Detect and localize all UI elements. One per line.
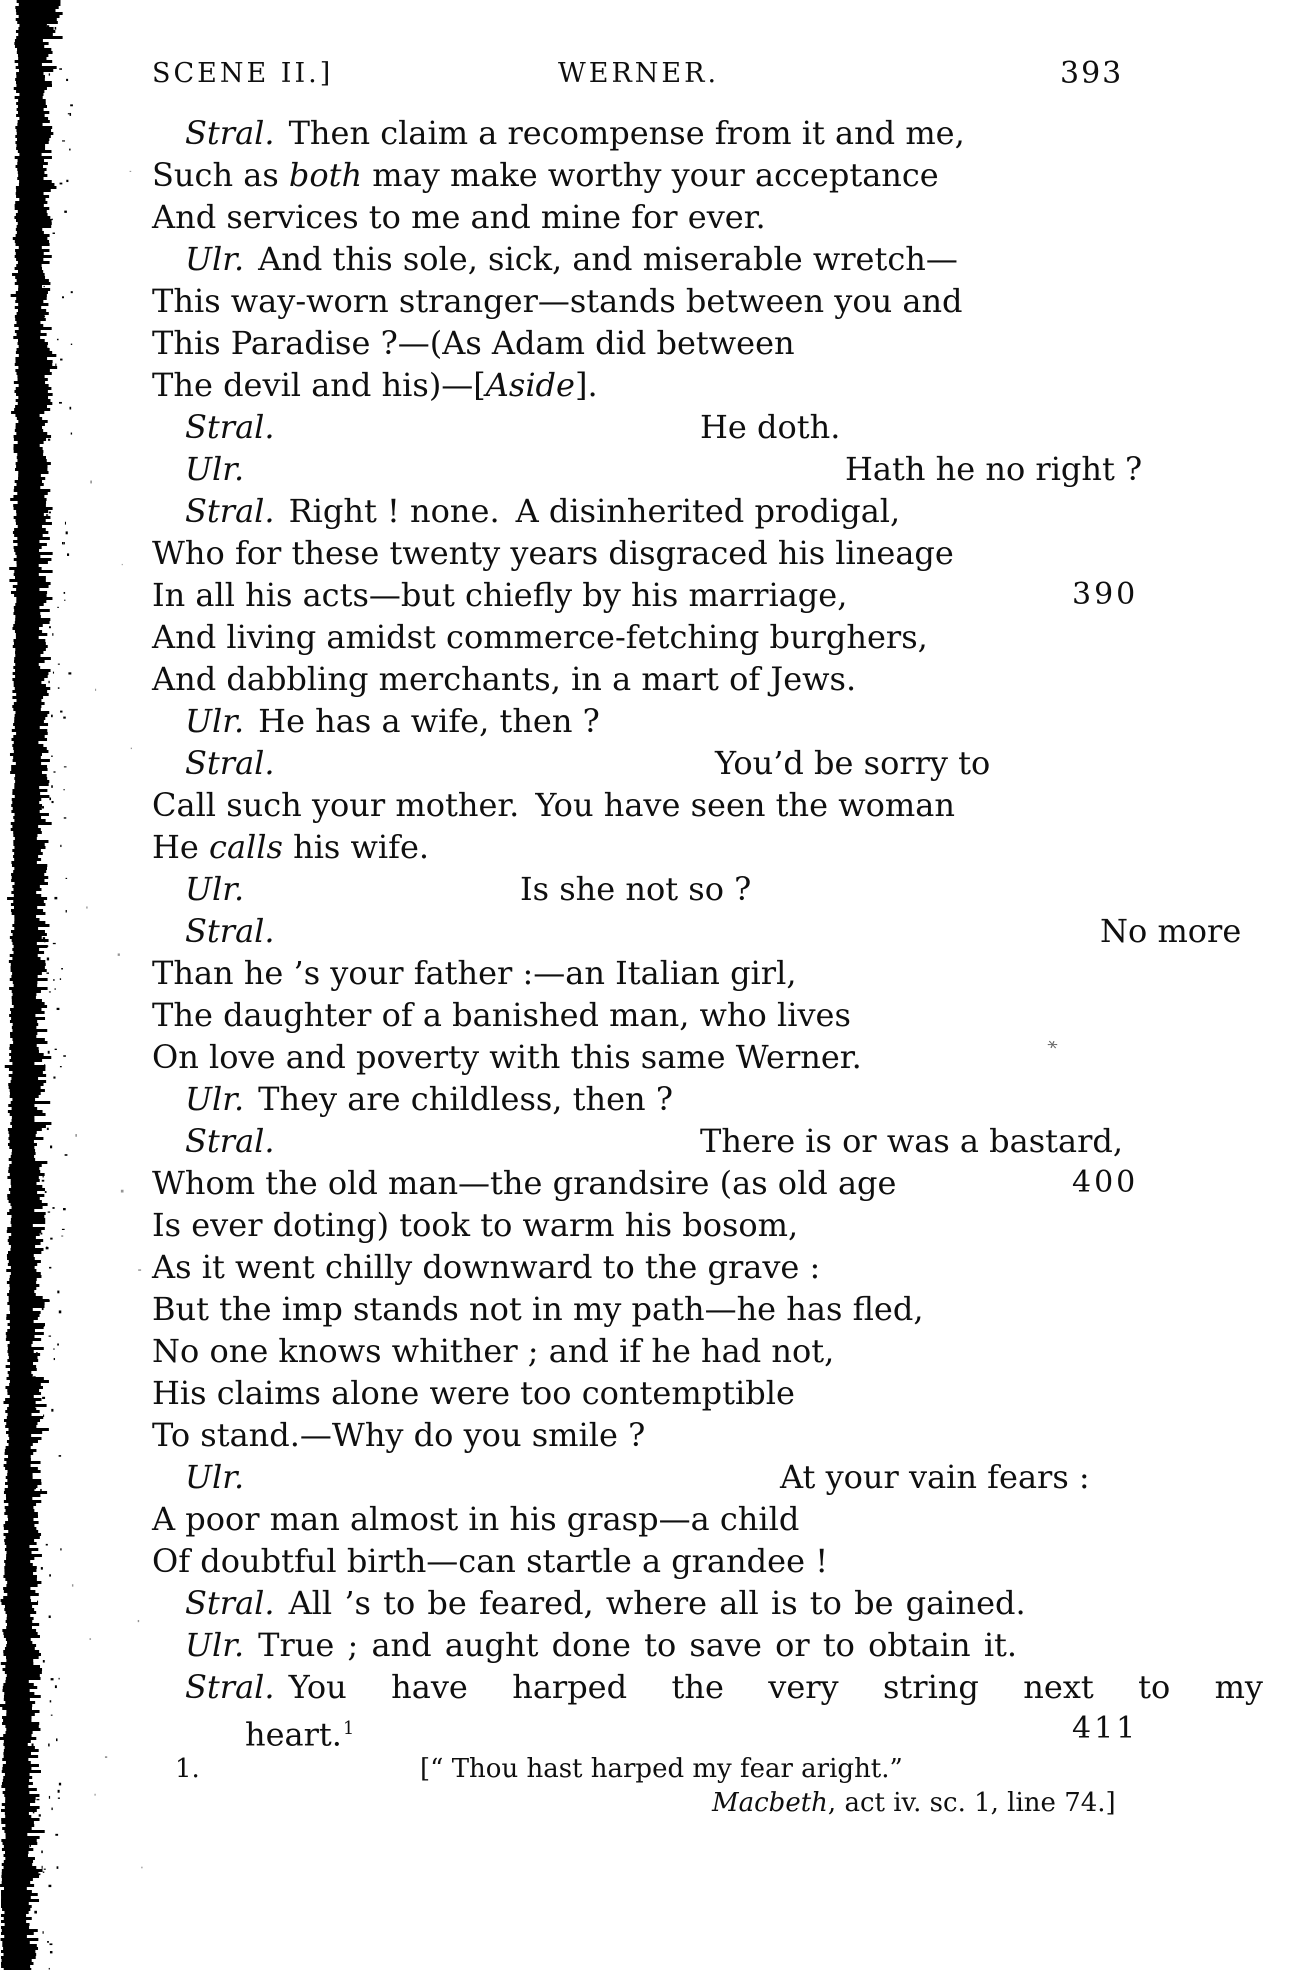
- verse-line: [0, 1036, 1302, 1078]
- verse-text: No more: [1100, 912, 1242, 950]
- verse-line: [0, 1456, 1302, 1498]
- footnote-citation-rest: , act iv. sc. 1, line 74.]: [827, 1788, 1116, 1818]
- speaker-or-emphasis: Stral.: [185, 1122, 275, 1160]
- verse-text: All ’s to be feared, where all is to be gained.: [288, 1584, 1026, 1622]
- verse-line: [0, 532, 1302, 574]
- verse-text: Is she not so ?: [520, 870, 752, 908]
- speaker-or-emphasis: Ulr.: [185, 450, 245, 488]
- speaker-or-emphasis: Stral.: [185, 912, 275, 950]
- print-space: [244, 731, 258, 732]
- verse-text: This Paradise ?—(As Adam did between: [152, 324, 795, 362]
- verse-line: [0, 1624, 1302, 1666]
- verse-text: his wife.: [282, 828, 430, 866]
- verse-text: To stand.—Why do you smile ?: [152, 1416, 646, 1454]
- verse-line: [0, 406, 1302, 448]
- verse-text: He has a wife, then ?: [258, 702, 600, 740]
- verse-line: [0, 112, 1302, 154]
- verse-line: [0, 1666, 1302, 1708]
- verse-text: True ; and aught done to save or to obtain it.: [258, 1626, 1018, 1664]
- verse-line: [0, 784, 1302, 826]
- verse-text: They are childless, then ?: [258, 1080, 673, 1118]
- speaker-or-emphasis: Ulr.: [185, 1080, 245, 1118]
- print-space: [275, 1697, 289, 1698]
- verse-line: [0, 994, 1302, 1036]
- print-space: [275, 1613, 289, 1614]
- verse-text: No one knows whither ; and if he had not,: [152, 1332, 835, 1370]
- print-space: [275, 521, 289, 522]
- speaker-or-emphasis: Stral.: [185, 408, 275, 446]
- verse-text: Such as: [152, 156, 289, 194]
- verse-text: At your vain fears :: [780, 1458, 1090, 1496]
- speaker-or-emphasis: calls: [209, 828, 283, 866]
- verse-text: And living amidst commerce-fetching burghers,: [152, 618, 928, 656]
- verse-line: [0, 1372, 1302, 1414]
- verse-line: [0, 1162, 1302, 1204]
- verse-line: [0, 952, 1302, 994]
- footnote-quote: [“ Thou hast harped my fear aright.”: [420, 1754, 903, 1784]
- verse-line: [0, 868, 1302, 910]
- verse-text: He doth.: [700, 408, 841, 446]
- verse-text: This way-worn stranger—stands between you and: [152, 282, 963, 320]
- speaker-or-emphasis: Ulr.: [185, 1626, 245, 1664]
- verse-text: heart.: [245, 1715, 342, 1754]
- verse-text: You have harped the very string next to my: [288, 1668, 1263, 1706]
- footnote-work-title: Macbeth: [712, 1788, 828, 1818]
- verse-line: [0, 1540, 1302, 1582]
- verse-line: [0, 1582, 1302, 1624]
- speaker-or-emphasis: Stral.: [185, 744, 275, 782]
- verse-text: Then claim a recompense from it and me,: [288, 114, 965, 152]
- margin-line-number: 400: [1072, 1165, 1139, 1200]
- verse-line: [0, 322, 1302, 364]
- print-space: [275, 143, 289, 144]
- verse-line: [0, 1246, 1302, 1288]
- verse-text: And this sole, sick, and miserable wretch—: [258, 240, 958, 278]
- verse-line: [0, 574, 1302, 616]
- speaker-or-emphasis: Stral.: [185, 1584, 275, 1622]
- verse-line: [0, 1120, 1302, 1162]
- verse-text: His claims alone were too contemptible: [152, 1374, 795, 1412]
- verse-line: [0, 364, 1302, 406]
- verse-text: There is or was a bastard,: [700, 1122, 1124, 1160]
- verse-line: [0, 826, 1302, 868]
- speaker-or-emphasis: Stral.: [185, 114, 275, 152]
- speaker-or-emphasis: Ulr.: [185, 702, 245, 740]
- verse-text: Hath he no right ?: [845, 450, 1143, 488]
- verse-text: Right ! none. A disinherited prodigal,: [288, 492, 901, 530]
- print-space: [244, 1109, 258, 1110]
- verse-text: may make worthy your acceptance: [362, 156, 939, 194]
- verse-line: [0, 1204, 1302, 1246]
- verse-line: [0, 700, 1302, 742]
- print-space: [244, 1655, 258, 1656]
- verse-line: [0, 490, 1302, 532]
- verse-line: [0, 1330, 1302, 1372]
- margin-line-number: 411: [1072, 1711, 1139, 1746]
- verse-text: The devil and his)—[: [152, 366, 486, 404]
- verse-text: As it went chilly downward to the grave :: [152, 1248, 821, 1286]
- verse-text: And dabbling merchants, in a mart of Jews.: [152, 660, 857, 698]
- verse-text: He: [152, 828, 210, 866]
- verse-line: [0, 658, 1302, 700]
- running-title: WERNER.: [558, 58, 720, 89]
- speaker-or-emphasis: Ulr.: [185, 1458, 245, 1496]
- verse-line: [0, 742, 1302, 784]
- verse-text: You’d be sorry to: [715, 744, 991, 782]
- verse-text: Than he ’s your father :—an Italian girl,: [152, 954, 797, 992]
- verse-text: ].: [574, 366, 598, 404]
- verse-line: [0, 1498, 1302, 1540]
- verse-line: [0, 616, 1302, 658]
- verse-line: [0, 196, 1302, 238]
- verse-line: [0, 1078, 1302, 1120]
- footnote-reference-mark: 1: [342, 1719, 355, 1739]
- ink-smudge: ∗: [1042, 1032, 1063, 1056]
- verse-text: But the imp stands not in my path—he has fled,: [152, 1290, 924, 1328]
- verse-text: Who for these twenty years disgraced his lineage: [152, 534, 954, 572]
- speaker-or-emphasis: both: [288, 156, 363, 194]
- verse-line: [0, 1414, 1302, 1456]
- print-space: [244, 269, 258, 270]
- verse-line: [0, 1288, 1302, 1330]
- margin-line-number: 390: [1072, 577, 1139, 612]
- verse-text: Whom the old man—the grandsire (as old age: [152, 1164, 897, 1202]
- verse-text: In all his acts—but chiefly by his marriage,: [152, 576, 848, 614]
- speaker-or-emphasis: Ulr.: [185, 240, 245, 278]
- verse-line: [0, 910, 1302, 952]
- footnote-citation: [712, 1786, 1116, 1820]
- verse-line: [0, 238, 1302, 280]
- verse-text: The daughter of a banished man, who lives: [152, 996, 851, 1034]
- verse-text: On love and poverty with this same Werner.: [152, 1038, 862, 1076]
- speaker-or-emphasis: Stral.: [185, 1668, 275, 1706]
- page-number: 393: [1060, 56, 1124, 91]
- verse-text: Call such your mother. You have seen the woman: [152, 786, 955, 824]
- footnote-marker: 1.: [175, 1754, 200, 1784]
- verse-text: And services to me and mine for ever.: [152, 198, 766, 236]
- verse-line: [0, 280, 1302, 322]
- verse-text: Is ever doting) took to warm his bosom,: [152, 1206, 799, 1244]
- verse-text: A poor man almost in his grasp—a child: [152, 1500, 800, 1538]
- verse-line: [0, 1708, 1302, 1754]
- speaker-or-emphasis: Stral.: [185, 492, 275, 530]
- speaker-or-emphasis: Ulr.: [185, 870, 245, 908]
- verse-text: Of doubtful birth—can startle a grandee !: [152, 1542, 829, 1580]
- verse-line: [0, 448, 1302, 490]
- speaker-or-emphasis: Aside: [485, 366, 575, 404]
- verse-line: [0, 154, 1302, 196]
- scene-label: SCENE II.]: [152, 58, 334, 89]
